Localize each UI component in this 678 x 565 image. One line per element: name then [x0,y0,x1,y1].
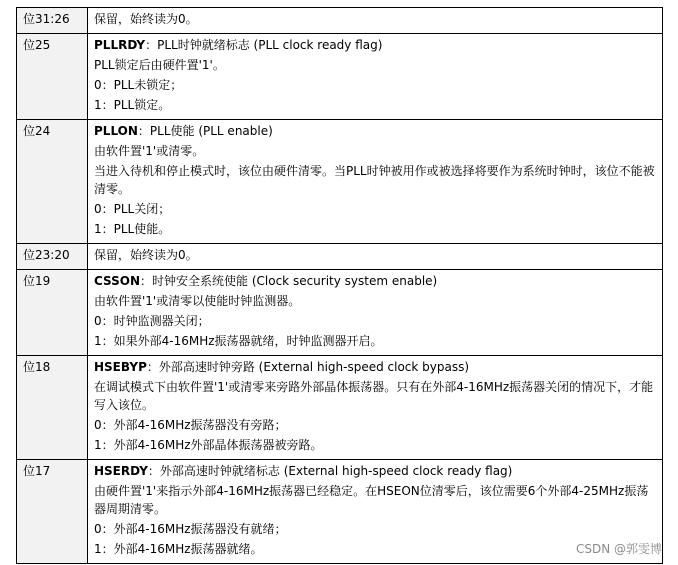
field-name: HSEBYP [94,360,147,374]
table-row [17,34,663,120]
desc-line: 0：PLL未锁定； [94,78,183,92]
field-name: PLLON [94,124,138,138]
desc-cell [88,120,663,244]
desc-cell [88,356,663,460]
field-name: CSSON [94,274,141,288]
field-title-text: ：外部高速时钟旁路 (External high-speed clock bypass) [146,360,470,374]
desc-line: 1：外部4-16MHz外部晶体振荡器被旁路。 [94,438,323,452]
table-row [17,120,663,244]
desc-cell [88,8,663,34]
field-title-text: ：时钟安全系统使能 (Clock security system enable) [140,274,438,288]
bit-cell: 位18 [17,356,88,460]
bit-cell: 位19 [17,270,88,356]
bit-cell: 位25 [17,34,88,120]
bit-cell: 位31:26 [17,8,88,34]
desc-line: PLL锁定后由硬件置'1'。 [94,58,225,72]
field-title-text: ：PLL使能 (PLL enable) [137,124,273,138]
desc-line: 由软件置'1'或清零。 [94,144,205,158]
desc-line: 由硬件置'1'来指示外部4-16MHz振荡器已经稳定。在HSEON位清零后，该位需要6个外部4-25MHz振荡器周期清零。 [94,484,649,516]
bit-cell: 位17 [17,460,88,564]
desc-line: 当进入待机和停止模式时，该位由硬件清零。当PLL时钟被用作或被选择将要作为系统时钟时，该位不能被清零。 [94,164,655,196]
desc-line: 0：外部4-16MHz振荡器没有旁路； [94,418,287,432]
field-title [94,36,656,54]
desc-cell [88,34,663,120]
desc-line: 保留，始终读为0。 [94,248,198,262]
desc-line: 0：时钟监测器关闭； [94,314,210,328]
desc-line: 1：PLL锁定。 [94,98,171,112]
field-title [94,462,656,480]
field-title [94,358,656,376]
bit-cell: 位24 [17,120,88,244]
field-name: HSERDY [94,464,148,478]
desc-line: 0：外部4-16MHz振荡器没有就绪； [94,522,287,536]
field-title [94,272,656,290]
desc-cell [88,244,663,270]
field-title [94,122,656,140]
desc-line: 在调试模式下由软件置'1'或清零来旁路外部晶体振荡器。只有在外部4-16MHz振荡器关闭的情况下，才能写入该位。 [94,380,654,412]
desc-line: 1：如果外部4-16MHz振荡器就绪，时钟监测器开启。 [94,334,383,348]
field-title-text: ：PLL时钟就绪标志 (PLL clock ready flag) [145,38,383,52]
desc-line: 1：外部4-16MHz振荡器就绪。 [94,542,263,556]
desc-line: 保留，始终读为0。 [94,12,198,26]
field-title-text: ：外部高速时钟就绪标志 (External high-speed clock ready flag) [147,464,513,478]
field-name: PLLRDY [94,38,146,52]
register-bit-table [16,7,663,564]
bit-cell: 位23:20 [17,244,88,270]
watermark: CSDN @郭雯博 [575,542,662,556]
table-row [17,270,663,356]
table-row [17,356,663,460]
table-row [17,244,663,270]
desc-line: 0：PLL关闭； [94,202,171,216]
table-row [17,460,663,564]
table-row [17,8,663,34]
desc-line: 由软件置'1'或清零以使能时钟监测器。 [94,294,301,308]
desc-cell [88,270,663,356]
desc-line: 1：PLL使能。 [94,222,171,236]
